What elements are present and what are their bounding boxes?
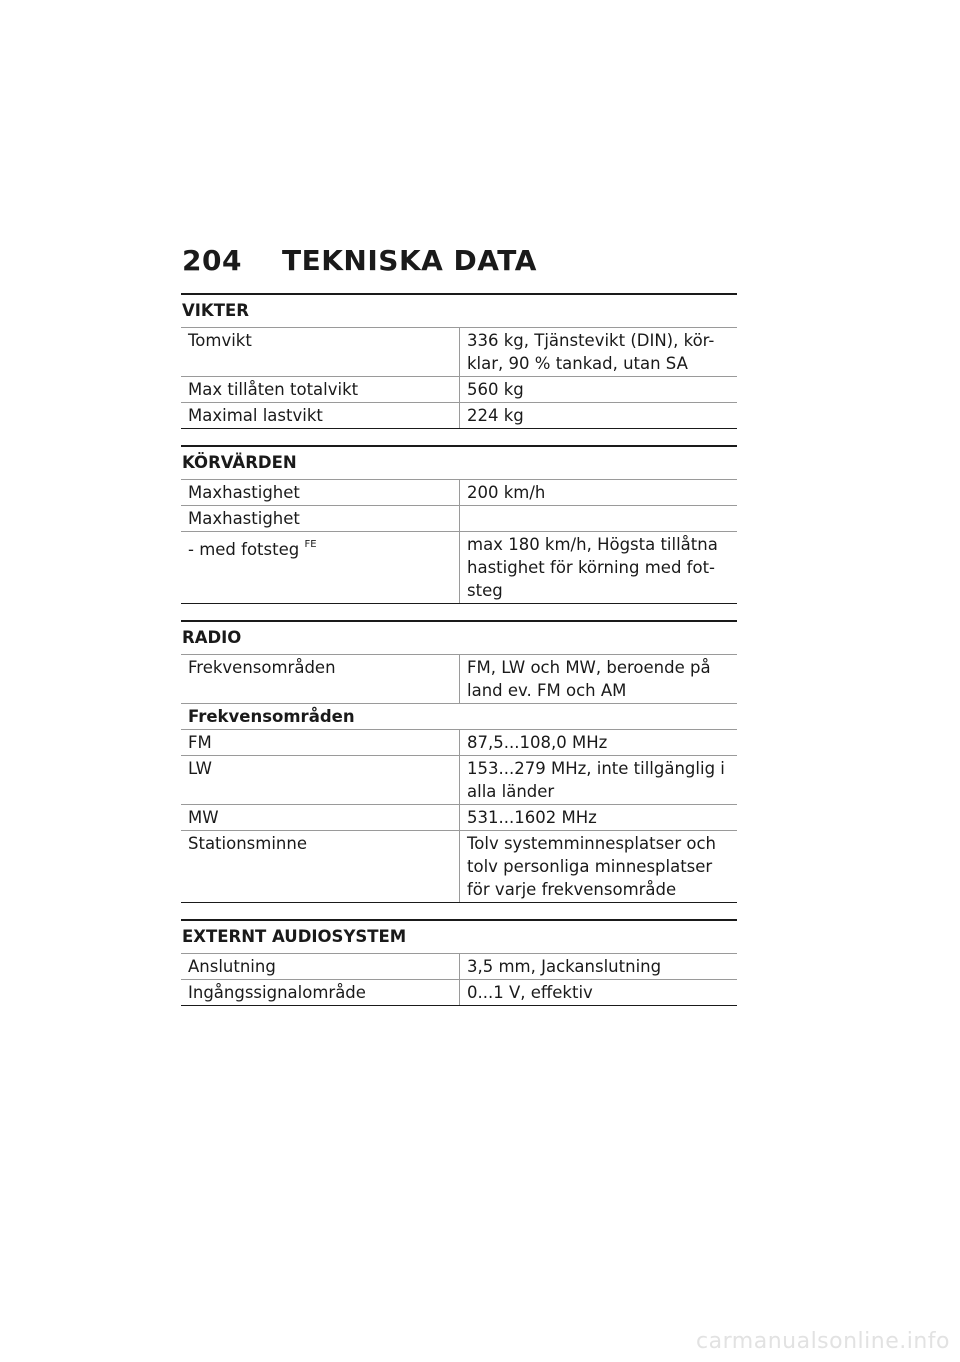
section-radio <box>181 620 737 903</box>
row-value: 0...1 V, effektiv <box>459 980 737 1005</box>
page-title: TEKNISKA DATA <box>282 244 537 277</box>
row-label-text: - med fotsteg <box>188 540 300 559</box>
row-value: Tolv systemminnesplatser och tolv personliga minnesplatser för varje frekvensområde <box>459 831 737 902</box>
spec-content <box>181 293 737 1022</box>
footnote-marker: FE <box>304 539 317 550</box>
section-title: EXTERNT AUDIOSYSTEM <box>181 919 737 954</box>
table-row <box>181 377 737 403</box>
row-label: MW <box>188 808 219 827</box>
table-row <box>181 805 737 831</box>
row-label: Tomvikt <box>188 331 252 350</box>
row-label: Maxhastighet <box>188 509 300 528</box>
section-driving <box>181 445 737 604</box>
row-value: 200 km/h <box>459 480 737 505</box>
row-value: 87,5...108,0 MHz <box>459 730 737 755</box>
row-label: LW <box>188 759 212 778</box>
section-audio <box>181 919 737 1006</box>
row-label: Stationsminne <box>188 834 307 853</box>
table-row <box>181 328 737 377</box>
table-row <box>181 756 737 805</box>
row-label: Ingångssignalområde <box>188 983 366 1002</box>
row-value: max 180 km/h, Högsta tillåtna hastighet för körning med fot-steg <box>459 532 737 603</box>
row-value <box>459 506 737 531</box>
section-title: VIKTER <box>181 293 737 328</box>
table-row <box>181 730 737 756</box>
table-row <box>181 980 737 1006</box>
page-number: 204 <box>182 244 242 277</box>
row-value: 531...1602 MHz <box>459 805 737 830</box>
section-title: KÖRVÄRDEN <box>181 445 737 480</box>
row-label: Max tillåten totalvikt <box>188 380 359 399</box>
table-row <box>181 532 737 604</box>
table-row <box>181 954 737 980</box>
table-row <box>181 831 737 903</box>
row-label <box>181 532 459 603</box>
row-label: FM <box>188 733 212 752</box>
watermark: carmanualsonline.info <box>696 1329 950 1354</box>
row-label: Maxhastighet <box>188 483 300 502</box>
row-value: 3,5 mm, Jackanslutning <box>459 954 737 979</box>
row-value: 560 kg <box>459 377 737 402</box>
table-row <box>181 655 737 704</box>
row-value: 336 kg, Tjänstevikt (DIN), kör-klar, 90 % tankad, utan SA <box>459 328 737 376</box>
row-value: 153...279 MHz, inte tillgänglig i alla länder <box>459 756 737 804</box>
section-weights <box>181 293 737 429</box>
section-title: RADIO <box>181 620 737 655</box>
table-row <box>181 506 737 532</box>
row-value: FM, LW och MW, beroende på land ev. FM och AM <box>459 655 737 703</box>
table-row <box>181 403 737 429</box>
table-subheading: Frekvensområden <box>188 707 355 726</box>
row-label: Frekvensområden <box>188 658 336 677</box>
page-header <box>182 244 537 277</box>
row-label: Maximal lastvikt <box>188 406 323 425</box>
row-value: 224 kg <box>459 403 737 428</box>
table-row <box>181 480 737 506</box>
table-subheading-row <box>181 704 737 730</box>
row-label: Anslutning <box>188 957 276 976</box>
